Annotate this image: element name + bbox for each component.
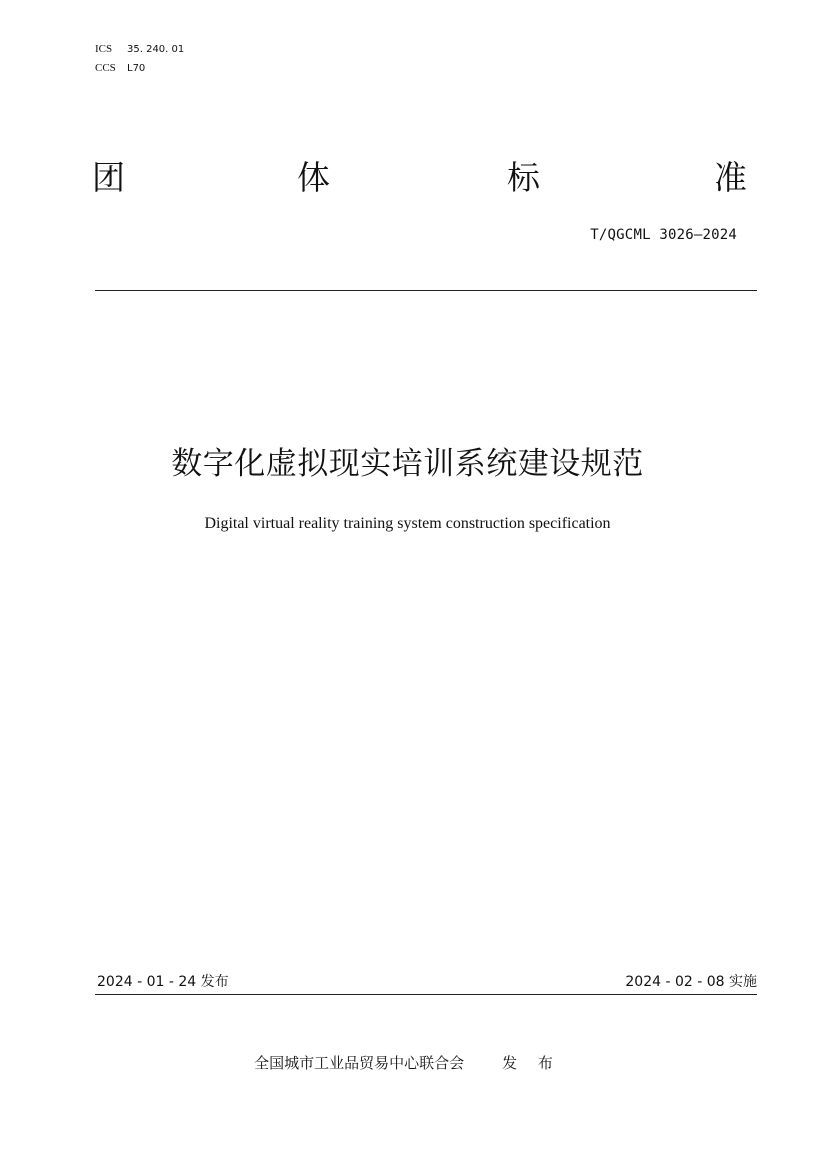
standard-number: T/QGCML 3026—2024 (590, 227, 737, 243)
standard-type-char: 标 (507, 158, 540, 197)
standard-type-char: 体 (297, 158, 330, 197)
publisher-release-label: 发 布 (502, 1054, 561, 1072)
implementation-date: 2024 - 02 - 08 实施 (625, 974, 757, 990)
issue-date: 2024 - 01 - 24 发布 (97, 974, 229, 990)
ics-label: ICS (95, 43, 113, 55)
ccs-value: L70 (127, 63, 146, 74)
ics-value: 35. 240. 01 (127, 44, 185, 55)
publisher-line (0, 1052, 815, 1074)
classification-codes (95, 40, 184, 78)
header-divider (95, 290, 757, 291)
document-title-chinese: 数字化虚拟现实培训系统建设规范 (171, 446, 644, 482)
ccs-label: CCS (95, 62, 116, 74)
document-title-english: Digital virtual reality training system construction specification (204, 515, 611, 532)
standard-type-char: 团 (92, 158, 125, 197)
publisher-organization: 全国城市工业品贸易中心联合会 (254, 1054, 465, 1072)
ccs-line (95, 59, 184, 78)
standard-type-char: 准 (714, 158, 747, 197)
date-row (95, 970, 757, 995)
ics-line (95, 40, 184, 59)
standard-type-heading (92, 156, 752, 200)
